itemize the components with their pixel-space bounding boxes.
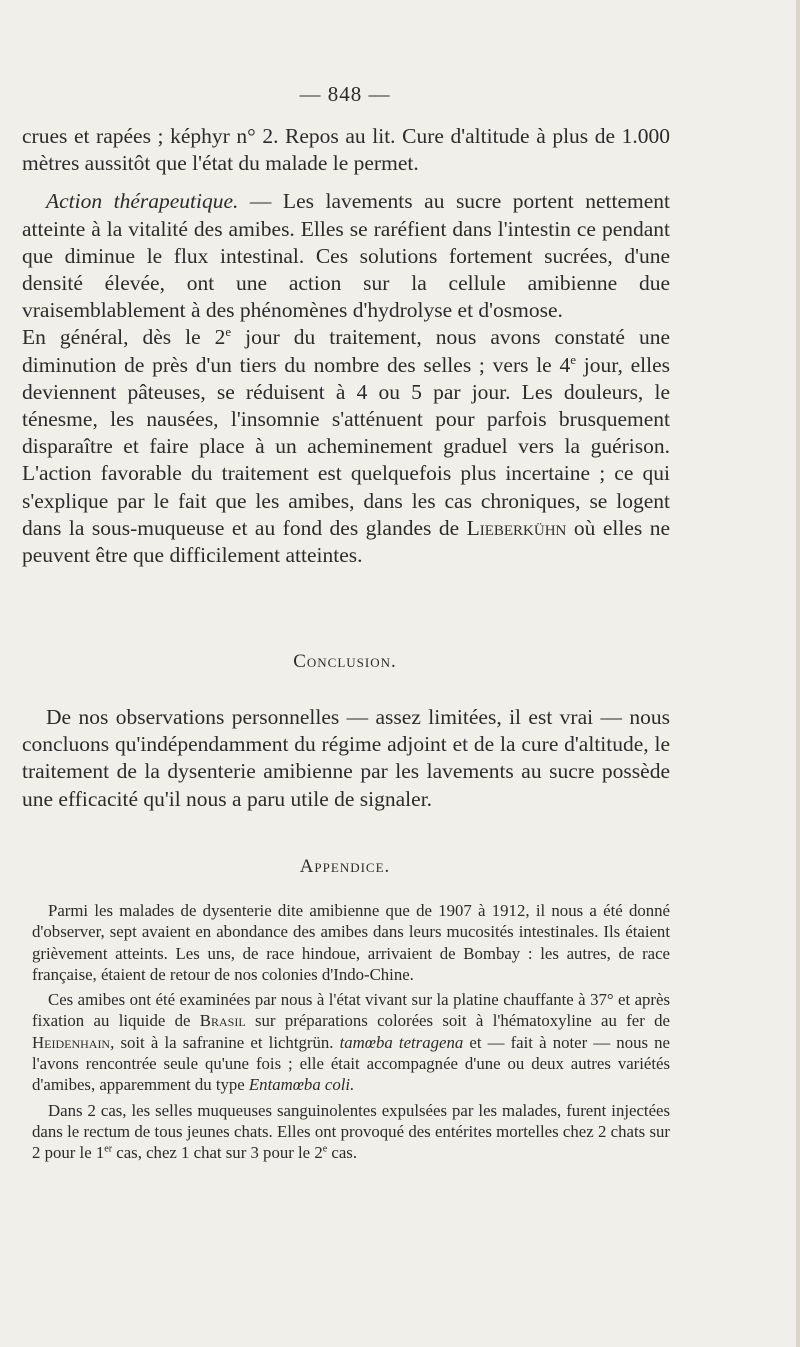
conclusion-block (22, 704, 670, 813)
superscript: e (570, 352, 576, 367)
appendix-paragraph-3 (32, 1100, 670, 1164)
general-text-4: où elles ne peuvent être que difficilement atteintes. (22, 515, 670, 568)
appendix-title: Appendice. (299, 856, 391, 877)
appendix-text: Dans 2 cas, les selles muqueuses sanguinolentes expulsées par les malades, furent injectées dans le rectum de tous jeunes chats. Elles ont provoqué des entérites mortelles chez 2 chats sur 2 pour le 1 (32, 1100, 670, 1163)
superscript: er (104, 1143, 113, 1155)
appendix-text: Ces amibes ont été examinées par nous à l'état vivant sur la platine chauffante à 37° et après fixation au liquide de (32, 990, 670, 1031)
superscript: e (322, 1143, 328, 1155)
appendix-text: sur préparations colorées soit à l'hématoxyline au fer de (245, 1011, 670, 1031)
appendix-text: , soit à la safranine et lichtgrün. (110, 1032, 340, 1052)
action-label: Action thérapeutique. (46, 189, 239, 214)
superscript: e (225, 325, 232, 340)
author-name: Lieberkühn (466, 515, 567, 540)
appendix-text: et — fait à noter — nous ne l'avons rencontrée seule qu'une fois ; elle était accompagnée d'une ou deux autres variétés d'amibes, apparemment du type (32, 1032, 670, 1095)
continuation-paragraph: crues et rapées ; képhyr n° 2. Repos au lit. Cure d'altitude à plus de 1.000 mètres aussitôt que l'état du malade le permet. (22, 124, 670, 176)
page-edge (796, 0, 800, 1347)
species-name: Entamœba coli. (248, 1075, 355, 1095)
species-name: tamœba tetragena (339, 1032, 464, 1052)
conclusion-title: Conclusion. (293, 651, 397, 672)
general-text-3: jour, elles deviennent pâteuses, se réduisent à 4 ou 5 par jour. Les douleurs, le ténesme, les nausées, l'insomnie s'atténuent pour parfois brusquement disparaître et faire place à un acheminement graduel vers la guérison. L'action favorable du traitement est quelquefois plus incertaine ; ce qui s'explique par le fait que les amibes, dans les cas chroniques, se logent dans la sous-muqueuse et au fond des glandes de (22, 352, 671, 540)
appendix-paragraph-1: Parmi les malades de dysenterie dite amibienne que de 1907 à 1912, il nous a été donné d'observer, sept avaient en abondance des amibes dans leurs mucosités intestinales. Ils étaient grièvement atteints. Les uns, de race hindoue, arrivaient de Bombay : les autres, de race française, étaient de retour de nos colonies d'Indo-Chine. (32, 901, 670, 984)
appendix-text: cas. (327, 1143, 358, 1163)
general-paragraph (22, 324, 670, 569)
appendix-text: cas, chez 1 chat sur 3 pour le 2 (112, 1143, 323, 1163)
general-text-2: jour du traitement, nous avons constaté une diminution de près d'un tiers du nombre des selles ; vers le 4 (22, 325, 670, 377)
action-paragraph (22, 188, 670, 324)
main-text-block (22, 123, 670, 569)
author-name: Heidenhain (32, 1032, 111, 1052)
author-name: Brasil (199, 1011, 246, 1031)
action-text: — Les lavements au sucre portent nettement atteinte à la vitalité des amibes. Elles se raréfient dans l'intestin ce pendant que diminue le flux intestinal. Ces solutions fortement sucrées, d'une densité élevée, ont une action sur la cellule amibienne due vraisemblablement à des phénomènes d'hydrolyse et d'osmose. (22, 189, 670, 323)
appendix-paragraph-2 (32, 989, 670, 1095)
general-text-1: En général, dès le 2 (22, 325, 226, 350)
appendix-block (32, 900, 670, 1168)
page-number: — 848 — (299, 82, 391, 106)
conclusion-paragraph: De nos observations personnelles — assez limitées, il est vrai — nous concluons qu'indépendamment du régime adjoint et de la cure d'altitude, le traitement de la dysenterie amibienne par les lavements au sucre possède une efficacité qu'il nous a paru utile de signaler. (22, 705, 670, 811)
